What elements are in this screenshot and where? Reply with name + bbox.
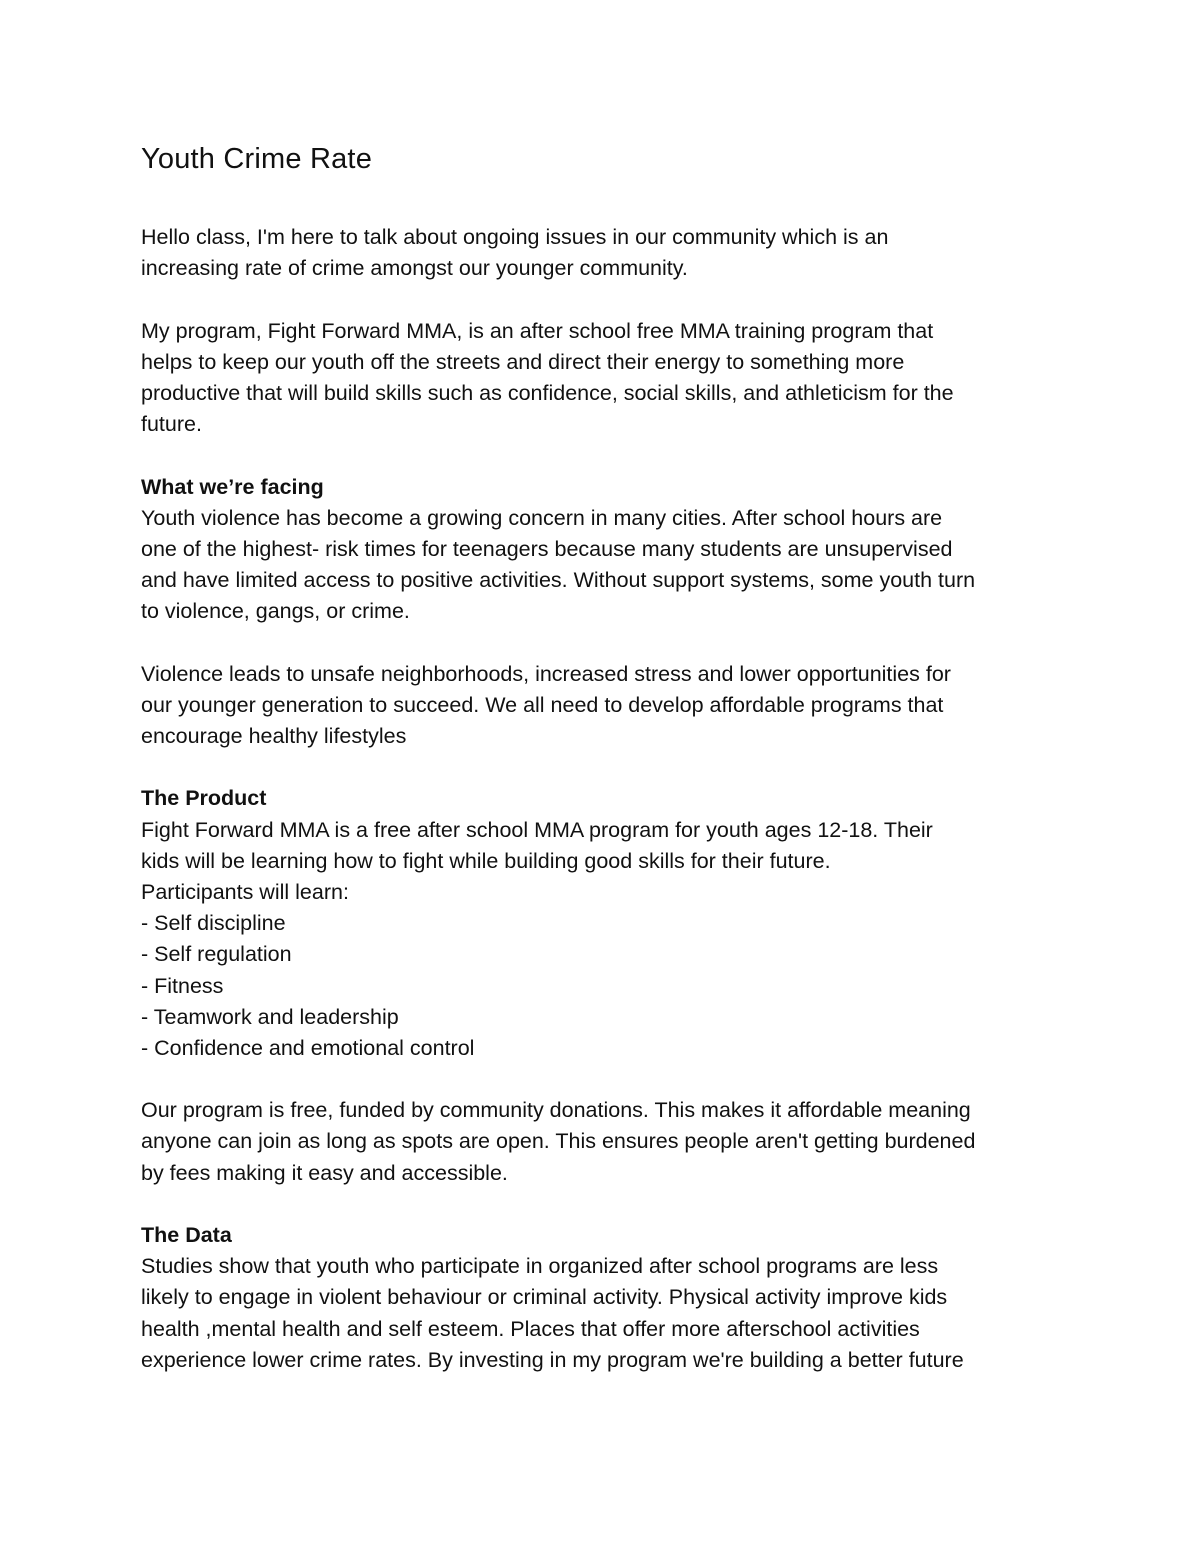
paragraph-line: one of the highest- risk times for teenagers because many students are unsupervised xyxy=(141,536,953,561)
paragraph-line: helps to keep our youth off the streets and direct their energy to something more xyxy=(141,349,905,374)
paragraph-spacer xyxy=(141,752,1071,783)
paragraph-spacer xyxy=(141,627,1071,658)
paragraph-line: productive that will build skills such as confidence, social skills, and athleticism for the xyxy=(141,380,954,405)
paragraph-line: by fees making it easy and accessible. xyxy=(141,1160,508,1185)
document-title: Youth Crime Rate xyxy=(141,143,373,175)
paragraph-line: My program, Fight Forward MMA, is an after school free MMA training program that xyxy=(141,318,934,343)
paragraph-line: our younger generation to succeed. We all need to develop affordable programs that xyxy=(141,692,944,717)
section-heading-product: The Product xyxy=(141,786,267,811)
list-item: - Confidence and emotional control xyxy=(141,1035,475,1060)
paragraph-spacer xyxy=(141,284,1071,315)
section-heading-data: The Data xyxy=(141,1223,232,1247)
list-item: - Fitness xyxy=(141,973,224,998)
program-paragraph xyxy=(141,316,1071,441)
violence-paragraph xyxy=(141,659,1071,753)
funding-paragraph xyxy=(141,1095,1071,1189)
data-section xyxy=(141,1220,1071,1376)
paragraph-spacer xyxy=(141,1064,1071,1095)
facing-section xyxy=(141,472,1071,628)
list-item: - Teamwork and leadership xyxy=(141,1004,399,1029)
intro-paragraph xyxy=(141,222,1071,284)
paragraph-spacer xyxy=(141,440,1071,471)
paragraph-line: Studies show that youth who participate in organized after school programs are less xyxy=(141,1254,939,1279)
paragraph-line: and have limited access to positive activities. Without support systems, some youth turn xyxy=(141,568,976,593)
paragraph-line: anyone can join as long as spots are open. This ensures people aren't getting burdened xyxy=(141,1129,976,1154)
paragraph-line: likely to engage in violent behaviour or criminal activity. Physical activity improve kids xyxy=(141,1285,948,1310)
paragraph-line: to violence, gangs, or crime. xyxy=(141,599,410,624)
paragraph-line: health ,mental health and self esteem. Places that offer more afterschool activities xyxy=(141,1316,920,1341)
paragraph-spacer xyxy=(141,1189,1071,1220)
product-section xyxy=(141,783,1071,1064)
paragraph-line: increasing rate of crime amongst our younger community. xyxy=(141,256,688,281)
paragraph-line: Youth violence has become a growing concern in many cities. After school hours are xyxy=(141,505,943,530)
paragraph-line: Fight Forward MMA is a free after school MMA program for youth ages 12-18. Their xyxy=(141,817,933,842)
paragraph-line: kids will be learning how to fight while building good skills for their future. xyxy=(141,848,831,873)
list-item: - Self regulation xyxy=(141,942,292,967)
paragraph-line: Our program is free, funded by community donations. This makes it affordable meaning xyxy=(141,1098,971,1123)
document-body xyxy=(141,222,1071,1376)
paragraph-line: experience lower crime rates. By investing in my program we're building a better future xyxy=(141,1347,964,1372)
paragraph-line: Participants will learn: xyxy=(141,879,349,904)
paragraph-line: Violence leads to unsafe neighborhoods, increased stress and lower opportunities for xyxy=(141,661,951,686)
section-heading-facing: What we’re facing xyxy=(141,474,324,499)
paragraph-line: future. xyxy=(141,412,202,437)
paragraph-line: Hello class, I'm here to talk about ongoing issues in our community which is an xyxy=(141,225,889,249)
paragraph-line: encourage healthy lifestyles xyxy=(141,724,407,748)
list-item: - Self discipline xyxy=(141,911,286,936)
